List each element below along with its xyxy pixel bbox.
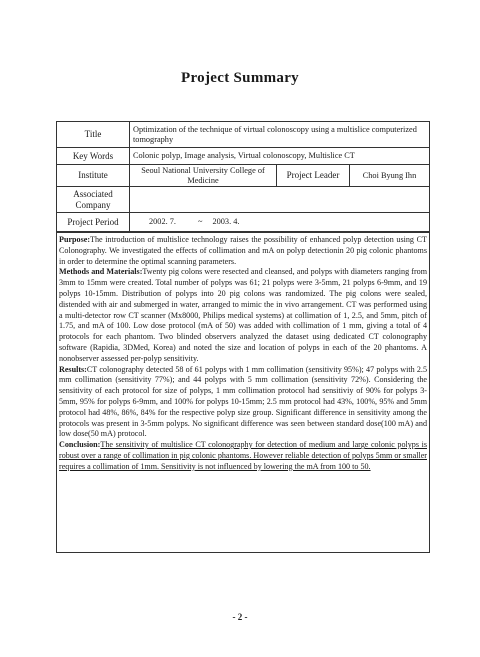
title-row <box>57 122 430 148</box>
methods-paragraph <box>59 267 427 364</box>
leader-label: Project Leader <box>277 165 350 187</box>
period-value <box>130 213 430 232</box>
institute-row <box>57 165 430 187</box>
period-end: 2003. 4. <box>212 217 240 227</box>
keywords-value: Colonic polyp, Image analysis, Virtual colonoscopy, Multislice CT <box>130 148 430 165</box>
methods-heading: Methods and Materials: <box>59 267 143 277</box>
institute-value: Seoul National University College of Medicine <box>130 165 277 187</box>
keywords-label: Key Words <box>57 148 130 165</box>
purpose-text: The introduction of multislice technology raises the possibility of enhanced polyp detection using CT Colonography. We investigated the effects of collimation and mA on polyp detectionin 20 pig colonic phantoms in order to determine the optimal scanning parameters. <box>59 235 427 266</box>
abstract-body <box>59 235 427 473</box>
methods-text: Twenty pig colons were resected and cleansed, and polyps with diameters ranging from 3mm to 15mm were created. Total number of polyps was 61; 21 polyps were 3-5mm, 21 polyps 6-9mm, and 19 polyps 10-15mm. Distribution of polyps into 20 pig colons was randomized. The pig colons were sealed, distended with air and submerged in water, arranged to mimic the in vivo arrangement. CT was performed using a multi-detector row CT scanner (Mx8000, Philips medical systems) at collimation of 1, 2.5, and 5mm, pitch of 1.75, and mA of 100. Low dose protocol (mA of 50) was added with collimation of 1 mm, giving a total of 4 protocols for each phantom. Two blinded observers analyzed the dataset using dedicated CT colonography software (Rapidia, 3DMed, Korea) and noted the size and location of polyps in each of the 20 phantoms. A nonobserver assessed per-polyp sensitivity. <box>59 267 427 363</box>
keywords-row <box>57 148 430 165</box>
page-number: - 2 - <box>232 612 248 622</box>
results-paragraph <box>59 365 427 441</box>
period-row <box>57 213 430 232</box>
conclusion-text: The sensitivity of multislice CT colonography for detection of medium and large colonic polyps is robust over a range of collimation in pig colonic phantoms. However reliable detection of polyps 5mm or smaller requires a collimation of 1mm. Sensitivity is not influenced by lowering the mA from 100 to 50. <box>59 440 427 471</box>
project-info-table <box>56 121 430 232</box>
conclusion-heading: Conclusion: <box>59 440 101 450</box>
institute-label: Institute <box>57 165 130 187</box>
associated-value <box>130 187 430 213</box>
purpose-paragraph <box>59 235 427 267</box>
page-title: Project Summary <box>181 70 299 86</box>
leader-value: Choi Byung Ihn <box>350 165 430 187</box>
results-heading: Results: <box>59 364 87 374</box>
associated-label: Associated Company <box>57 187 130 213</box>
conclusion-paragraph <box>59 440 427 472</box>
period-label: Project Period <box>57 213 130 232</box>
title-value: Optimization of the technique of virtual colonoscopy using a multislice computerized tomography <box>130 122 430 148</box>
associated-row <box>57 187 430 213</box>
results-text: CT colonography detected 58 of 61 polyps with 1 mm collimation (sensitivity 95%); 47 polyps with 2.5 mm collimation (sensitivity 77%); and 44 polyps with 5 mm collimation (sensitivity 72%). Considering the sensitivity of each protocol for size of polyps, 1 mm collimation protocol had sensitiviy of 90% for polyps 3-5mm, 95% for polyps 6-9mm, and 100% for polyps 10-15mm; 2.5 mm protocol had 43%, 100%, 95% and 5mm protocol had 48%, 86%, 84% for the respective polyp size group. Significant difference in sensitivity among the protocols was present in 3-5mm polyps. No significant difference was seen between standard dose(100 mA) and low dose(50 mA) protocol. <box>59 364 427 439</box>
purpose-heading: Purpose: <box>59 235 91 244</box>
title-label: Title <box>57 122 130 148</box>
period-separator: ~ <box>197 217 203 227</box>
period-start: 2002. 7. <box>149 217 176 227</box>
